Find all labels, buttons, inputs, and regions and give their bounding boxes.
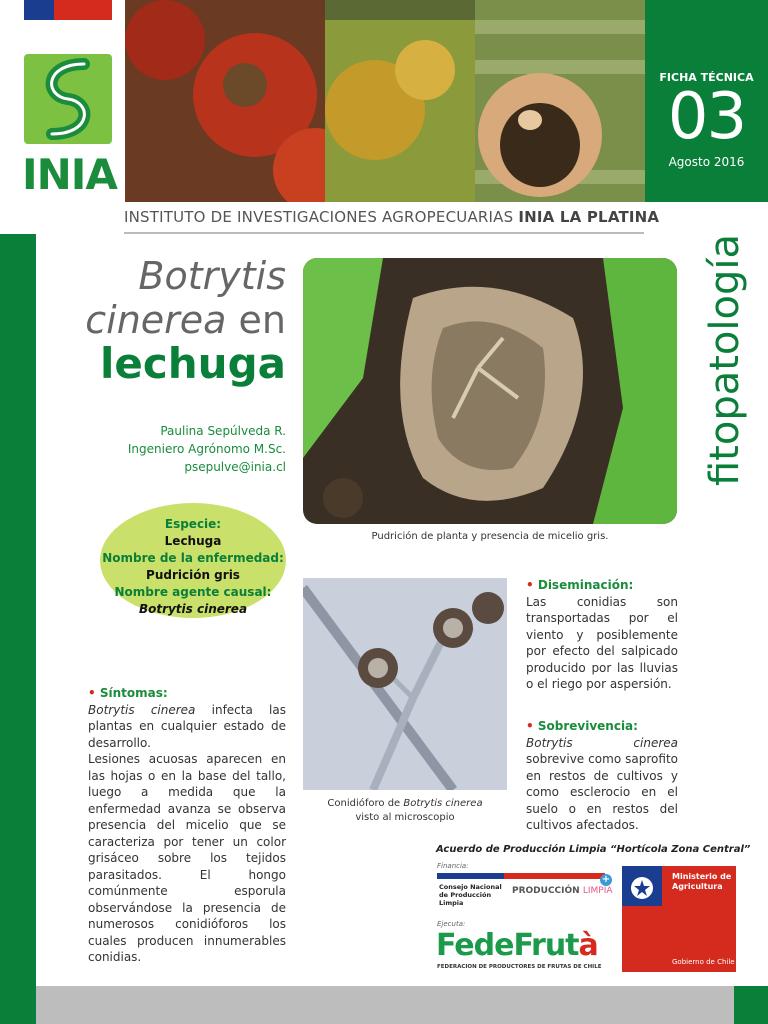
gobierno-label: Gobierno de Chile [672, 958, 735, 966]
ejecuta-label: Ejecuta: [437, 920, 466, 928]
lettuce-rot-photo [303, 258, 677, 524]
species-info-oval: Especie: Lechuga Nombre de la enfermedad: Pudrición gris Nombre agente causal: Botrytis cinerea [100, 503, 286, 618]
section-sintomas: • Síntomas: Botrytis cinerea infecta las plantas en cualquier estado de desarrollo. Lesiones acuosas aparecen en las hojas o en la base del tallo, luego a medida que la enfermedad avanza se observa presencia del micelio que se caracteriza por tener un color grisáceo sobre los tejidos parasitados. El hongo comúnmente esporula observándose la presencia de numerosos conidióforos los cuales producen innumerables conidias. [88, 686, 286, 964]
consejo-flag-bar [437, 873, 605, 879]
consejo-logo-text: Consejo Nacional de Producción Limpia [439, 883, 502, 907]
category-title: fitopatología [702, 233, 748, 487]
author-info: Paulina Sepúlveda R. Ingeniero Agrónomo M.Sc. psepulve@inia.cl [100, 422, 286, 476]
produccion-limpia-logo: PRODUCCIÓN LIMPIA [512, 886, 613, 896]
photo2-caption: Conidióforo de Botrytis cinerea visto al microscopio [327, 798, 483, 823]
author-email[interactable]: psepulve@inia.cl [184, 460, 286, 474]
plus-icon: + [601, 874, 611, 885]
footer-gray-bar [36, 986, 734, 1024]
footer-green-bar [734, 986, 768, 1024]
microscope-photo [303, 578, 507, 790]
inia-logo-text: INIA [22, 150, 117, 199]
section-sobrevivencia: • Sobrevivencia: Botrytis cinerea sobrevive como saprofito en restos de cultivos y como esclerocio en el suelo o en restos del cultivos afectados. [526, 719, 678, 832]
ficha-tecnica-block [645, 0, 768, 202]
ficha-label: FICHA TÉCNICA [659, 71, 754, 84]
fedefruta-subtitle: FEDERACION DE PRODUCTORES DE FRUTAS DE CHILE [437, 964, 602, 970]
ficha-date: Agosto 2016 [668, 155, 745, 169]
header-banner-photo [125, 0, 645, 202]
page-title: Botrytis cinerea en lechuga [85, 254, 286, 388]
left-green-bar [0, 234, 36, 1024]
chile-shield-icon [628, 874, 656, 902]
ficha-number: 03 [667, 80, 746, 154]
institute-name: INSTITUTO DE INVESTIGACIONES AGROPECUARIAS INIA LA PLATINA [124, 208, 660, 226]
agreement-title: Acuerdo de Producción Limpia “Hortícola Zona Central” [436, 844, 751, 855]
inia-logo-icon [24, 54, 112, 144]
ministerio-name: Ministerio de Agricultura [672, 872, 732, 891]
fedefruta-logo: FedeFrutà [436, 928, 598, 963]
section-diseminacion: • Diseminación: Las conidias son transportadas por el viento y posiblemente por efecto del salpicado producido por las lluvias o el riego por aspersión. [526, 578, 678, 691]
financia-label: Financia: [437, 862, 469, 870]
flag-bar [24, 0, 112, 20]
photo1-caption: Pudrición de planta y presencia de micelio gris. [371, 531, 609, 542]
institute-divider [124, 232, 644, 234]
